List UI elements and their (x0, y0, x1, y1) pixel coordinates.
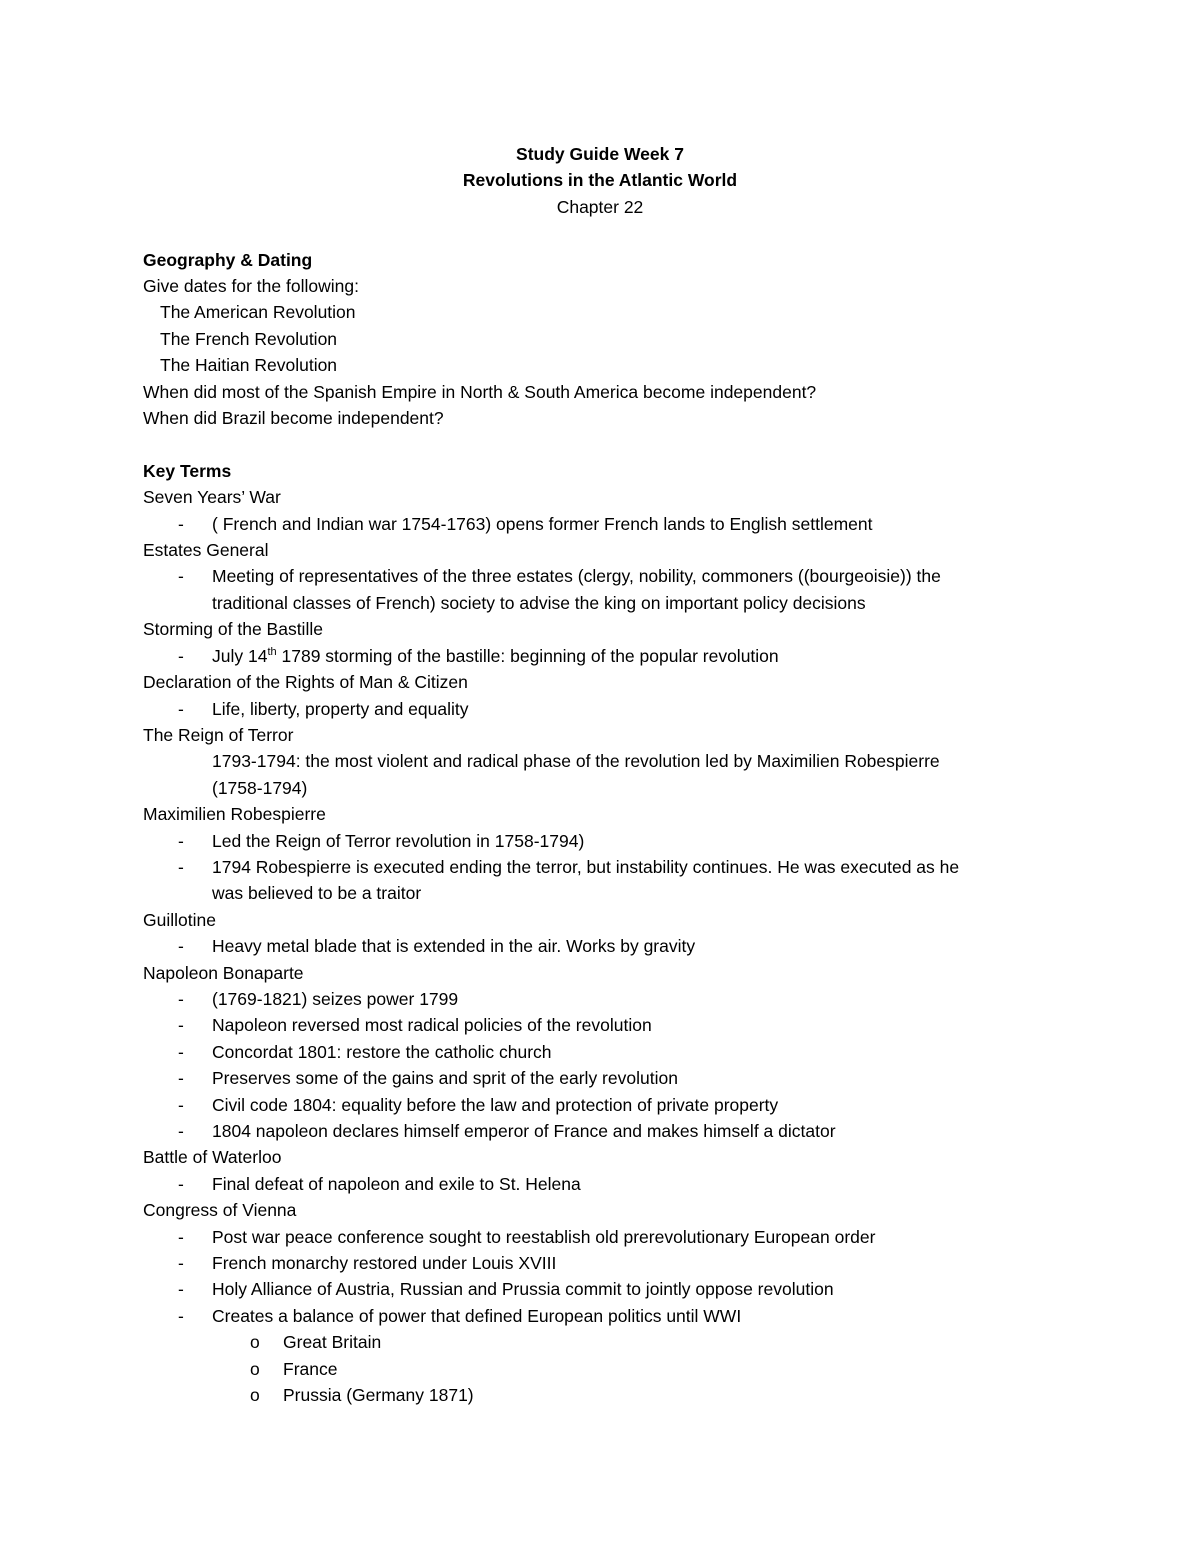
term-point: - Post war peace conference sought to reestablish old prerevolutionary European order (143, 1224, 1063, 1250)
dash-marker: - (178, 1253, 184, 1274)
geography-prompt: Give dates for the following: (143, 276, 359, 297)
dash-marker: - (178, 1305, 184, 1326)
dash-marker: - (178, 1226, 184, 1247)
key-terms-heading: Key Terms (143, 460, 232, 481)
dash-marker: - (178, 1279, 184, 1300)
geography-item: The American Revolution (160, 302, 356, 323)
dash-marker: - (178, 936, 184, 957)
term-point-plain: 1793-1794: the most violent and radical phase of the revolution led by Maximilien Robespierre (212, 751, 940, 772)
term-napoleon: Napoleon Bonaparte (143, 962, 304, 983)
term-point: - Concordat 1801: restore the catholic church (143, 1039, 1063, 1065)
term-congress-vienna: Congress of Vienna (143, 1200, 297, 1221)
dash-marker: - (178, 1094, 184, 1115)
dash-marker: - (178, 698, 184, 719)
term-point: - (1769-1821) seizes power 1799 (143, 986, 1063, 1012)
dash-marker: - (178, 1121, 184, 1141)
sub-point: o Prussia (Germany 1871) (143, 1382, 1063, 1408)
dash-marker: - (178, 645, 184, 666)
chapter-label: Chapter 22 (556, 196, 644, 217)
bullet-marker: o (250, 1385, 260, 1406)
term-guillotine: Guillotine (143, 909, 216, 930)
term-point: - Final defeat of napoleon and exile to St. Helena (143, 1171, 1063, 1197)
term-point: - French monarchy restored under Louis XVIII (143, 1250, 1063, 1276)
dash-marker: - (178, 830, 184, 851)
term-point: - 1794 Robespierre is executed ending the terror, but instability continues. He was executed as he (143, 854, 1063, 880)
geography-item: The Haitian Revolution (160, 355, 338, 376)
spacer (143, 431, 1063, 457)
dash-marker: - (178, 566, 184, 587)
term-declaration-rights: Declaration of the Rights of Man & Citizen (143, 672, 468, 693)
sub-point: o Great Britain (143, 1329, 1063, 1355)
term-point: - 1804 napoleon declares himself emperor of France and makes himself a dictator (143, 1118, 1063, 1144)
term-point: - Led the Reign of Terror revolution in 1758-1794) (143, 828, 1063, 854)
term-point: - Creates a balance of power that defined European politics until WWI (143, 1303, 1063, 1329)
term-waterloo: Battle of Waterloo (143, 1147, 282, 1168)
term-reign-of-terror: The Reign of Terror (143, 724, 294, 745)
term-point: - July 14th 1789 storming of the bastille: beginning of the popular revolution (143, 643, 1063, 669)
dash-marker: - (178, 1015, 184, 1036)
term-point-continuation: traditional classes of French) society to advise the king on important policy decisions (212, 592, 866, 613)
dash-marker: - (178, 1068, 184, 1089)
term-point: - Preserves some of the gains and sprit of the early revolution (143, 1065, 1063, 1091)
term-point: - Meeting of representatives of the three estates (clergy, nobility, commoners ((bourgeoisie)) the (143, 563, 1063, 589)
dash-marker: - (178, 513, 184, 534)
dash-marker: - (178, 1173, 184, 1194)
term-storming-bastille: Storming of the Bastille (143, 619, 323, 640)
term-point: - ( French and Indian war 1754-1763) opens former French lands to English settlement (143, 511, 1063, 537)
term-point-continuation: was believed to be a traitor (212, 883, 422, 904)
bullet-marker: o (250, 1332, 260, 1353)
dash-marker: - (178, 856, 184, 877)
term-estates-general: Estates General (143, 540, 269, 561)
geography-question: When did most of the Spanish Empire in North & South America become independent? (143, 381, 817, 402)
bullet-marker: o (250, 1358, 260, 1379)
geography-heading: Geography & Dating (143, 249, 313, 270)
spacer (143, 220, 1063, 246)
term-point: - Napoleon reversed most radical policies of the revolution (143, 1012, 1063, 1038)
term-robespierre: Maximilien Robespierre (143, 804, 326, 825)
geography-question: When did Brazil become independent? (143, 408, 444, 429)
term-point-continuation: (1758-1794) (212, 777, 308, 798)
term-point: - Civil code 1804: equality before the law and protection of private property (143, 1092, 1063, 1118)
term-point: - Heavy metal blade that is extended in the air. Works by gravity (143, 933, 1063, 959)
study-guide-document (143, 141, 1063, 1408)
dash-marker: - (178, 1041, 184, 1062)
document-title: Study Guide Week 7 (516, 144, 684, 164)
term-point: - Life, liberty, property and equality (143, 696, 1063, 722)
sub-point: o France (143, 1356, 1063, 1382)
geography-item: The French Revolution (160, 328, 338, 349)
document-subtitle: Revolutions in the Atlantic World (462, 170, 738, 191)
term-seven-years-war: Seven Years’ War (143, 487, 281, 508)
term-point: - Holy Alliance of Austria, Russian and Prussia commit to jointly oppose revolution (143, 1276, 1063, 1302)
dash-marker: - (178, 988, 184, 1009)
